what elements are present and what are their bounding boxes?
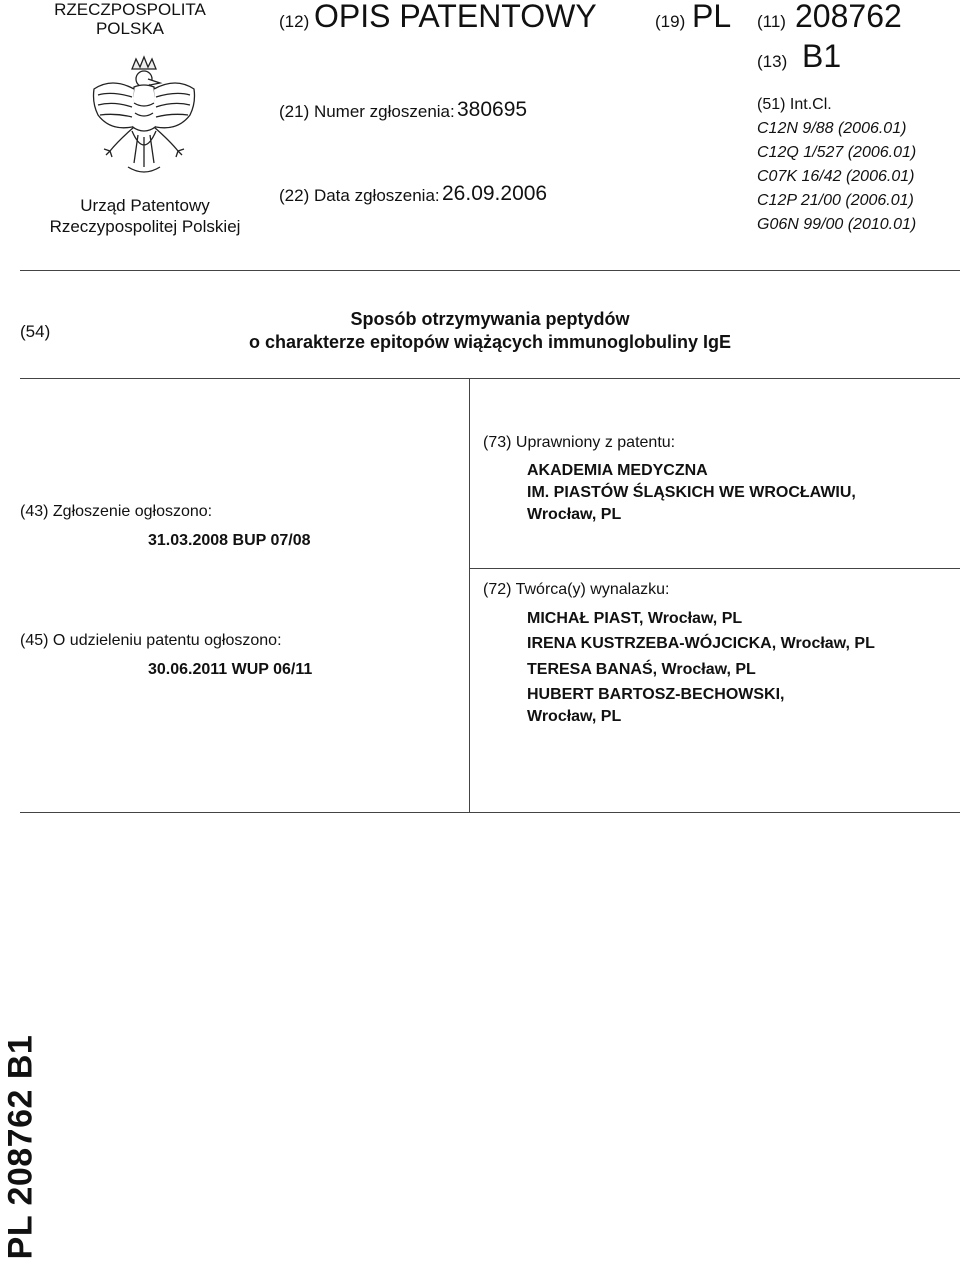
- inventor-line: Wrocław, PL: [527, 708, 622, 725]
- kind-code: B1: [802, 38, 842, 74]
- inventor-line: IRENA KUSTRZEBA-WÓJCICKA, Wrocław, PL: [527, 635, 875, 652]
- inventors-label: (72) Twórca(y) wynalazku:: [483, 581, 670, 598]
- proprietor-line: Wrocław, PL: [527, 506, 622, 523]
- divider: [20, 812, 960, 813]
- announced-value: 31.03.2008 BUP 07/08: [148, 532, 311, 549]
- kind-code-label: (13): [757, 52, 788, 71]
- application-number: 380695: [457, 98, 528, 121]
- divider: [20, 378, 960, 379]
- classification-code: G06N 99/00 (2010.01): [757, 216, 917, 233]
- patent-number: 208762: [795, 0, 902, 34]
- office-name-line2: Rzeczypospolitej Polskiej: [49, 217, 241, 236]
- side-patent-label: [0, 1022, 44, 1273]
- title-line2: o charakterze epitopów wiążących immunoglobuliny IgE: [248, 332, 732, 352]
- polish-eagle-emblem: [88, 55, 200, 183]
- proprietor-label: (73) Uprawniony z patentu:: [483, 434, 676, 451]
- application-number-label: (21) Numer zgłoszenia:: [279, 102, 455, 121]
- proprietor-line: IM. PIASTÓW ŚLĄSKICH WE WROCŁAWIU,: [527, 484, 856, 501]
- title-code: (54): [20, 322, 51, 341]
- title-line1: Sposób otrzymywania peptydów: [350, 309, 630, 329]
- inventor-line: TERESA BANAŚ, Wrocław, PL: [527, 661, 756, 678]
- patent-number-label: (11): [757, 12, 786, 31]
- office-name-line1: Urząd Patentowy: [80, 196, 210, 215]
- doc-type-code: (12): [279, 12, 310, 31]
- office-country-line1: RZECZPOSPOLITA: [54, 0, 206, 19]
- classification-code: C12P 21/00 (2006.01): [757, 192, 914, 209]
- country-code-label: (19): [655, 12, 686, 31]
- classification-code: C07K 16/42 (2006.01): [757, 168, 915, 185]
- divider: [469, 378, 470, 812]
- country-code: PL: [692, 0, 732, 34]
- application-date: 26.09.2006: [442, 182, 548, 205]
- proprietor-line: AKADEMIA MEDYCZNA: [527, 462, 708, 479]
- classification-code: C12N 9/88 (2006.01): [757, 120, 907, 137]
- announced-label: (43) Zgłoszenie ogłoszono:: [20, 503, 213, 520]
- application-date-label: (22) Data zgłoszenia:: [279, 186, 440, 205]
- classification-label: (51) Int.Cl.: [757, 96, 832, 113]
- inventor-line: HUBERT BARTOSZ-BECHOWSKI,: [527, 686, 785, 703]
- divider: [20, 270, 960, 271]
- granted-label: (45) O udzieleniu patentu ogłoszono:: [20, 632, 282, 649]
- side-patent-label-text: PL 208762 B1: [1, 1034, 40, 1260]
- inventor-line: MICHAŁ PIAST, Wrocław, PL: [527, 610, 743, 627]
- doc-type-title: OPIS PATENTOWY: [314, 0, 597, 34]
- divider: [469, 568, 960, 569]
- office-country-line2: POLSKA: [95, 19, 165, 38]
- granted-value: 30.06.2011 WUP 06/11: [148, 661, 313, 678]
- classification-code: C12Q 1/527 (2006.01): [757, 144, 917, 161]
